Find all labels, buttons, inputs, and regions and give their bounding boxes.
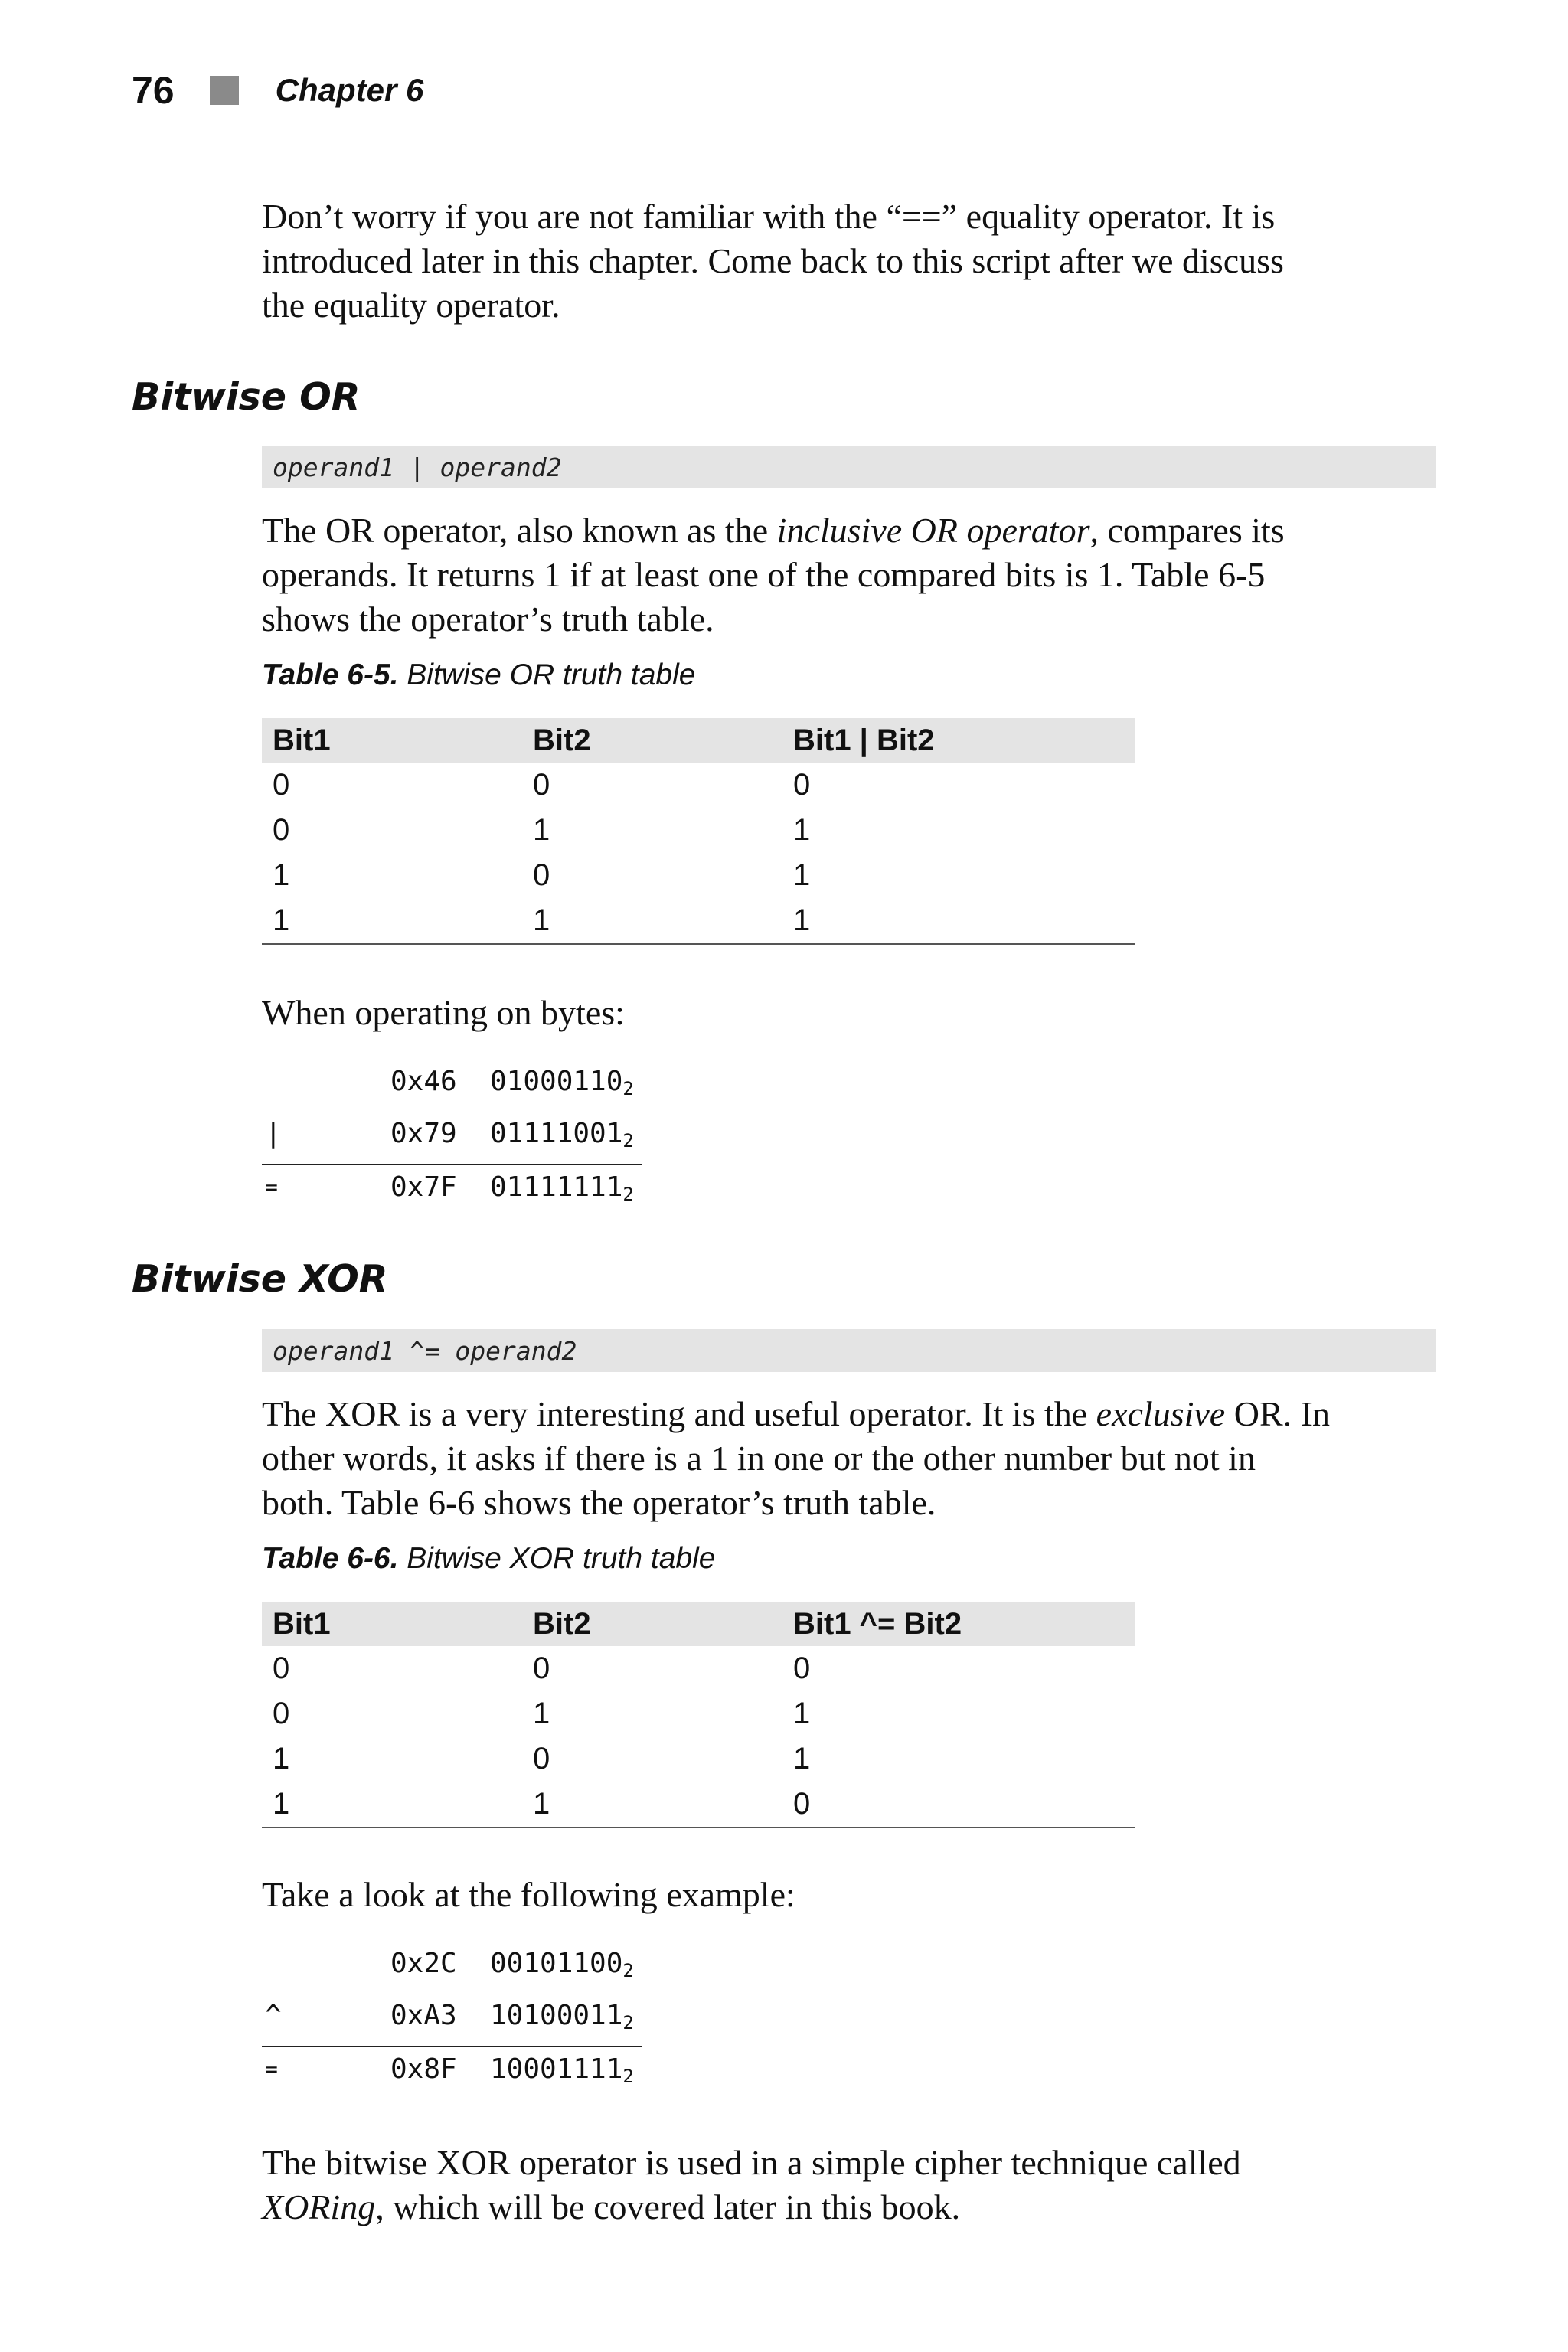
closing-line-1: The bitwise XOR operator is used in a simple cipher technique called — [262, 2143, 1241, 2182]
intro-line-2: introduced later in this chapter. Come back to this script after we discuss — [262, 241, 1284, 280]
table-header-row — [262, 1602, 1135, 1646]
calc-binary — [490, 1118, 634, 1152]
table-cell: 0 — [533, 1651, 550, 1685]
calc-hex: 0x2C — [390, 1948, 457, 1979]
intro-line-3: the equality operator. — [262, 286, 560, 325]
calc-binary — [490, 2000, 634, 2034]
table-cell: 1 — [522, 898, 782, 944]
closing-line-2: , which will be covered later in this book. — [375, 2187, 961, 2226]
intro-line-1: Don’t worry if you are not familiar with the “==” equality operator. It is — [262, 197, 1276, 236]
column-header: Bit2 — [522, 1602, 782, 1646]
table-header-row — [262, 718, 1135, 763]
calc-binary — [490, 1171, 634, 1205]
heading-bitwise-or: Bitwise OR — [132, 375, 361, 419]
xor-para-line-3: both. Table 6-6 shows the operator’s truth table. — [262, 1483, 936, 1522]
table-row — [262, 1646, 1135, 1691]
table-cell: 0 — [533, 768, 550, 802]
table-cell: 1 — [522, 1782, 782, 1828]
table-cell: 0 — [273, 813, 290, 847]
binary-base: 2 — [622, 2012, 634, 2034]
binary-digits: 01000110 — [490, 1066, 623, 1097]
table-cell: 1 — [273, 1742, 290, 1775]
calc-hex: 0x46 — [390, 1066, 457, 1097]
or-para-text-end: , compares its — [1089, 511, 1285, 550]
calc-binary — [490, 1948, 634, 1981]
table-cell: 1 — [533, 813, 550, 847]
calc-row — [262, 1994, 642, 2046]
binary-base: 2 — [622, 1184, 634, 1205]
calc-binary — [490, 1066, 634, 1099]
xor-para-text: The XOR is a very interesting and useful operator. It is the — [262, 1394, 1096, 1433]
calc-row — [262, 1112, 642, 1164]
table-cell: 1 — [793, 858, 811, 892]
xor-lead-text: Take a look at the following example: — [262, 1875, 795, 1914]
or-para-line-2: operands. It returns 1 if at least one of the compared bits is 1. Table 6-5 — [262, 555, 1266, 594]
table-cell: 1 — [262, 1782, 522, 1828]
calc-hex: 0x7F — [390, 1171, 457, 1203]
or-para-emphasis: inclusive OR operator — [776, 511, 1090, 550]
xor-calculation — [262, 1942, 642, 2099]
table-row — [262, 853, 1135, 898]
or-lead-text: When operating on bytes: — [262, 993, 625, 1032]
binary-base: 2 — [622, 1960, 634, 1981]
calc-row — [262, 1060, 642, 1112]
page-number: 76 — [132, 69, 175, 112]
column-header: Bit1 — [262, 1602, 522, 1646]
table-row — [262, 1691, 1135, 1736]
binary-digits: 10001111 — [490, 2053, 623, 2085]
xor-para-line-2: other words, it asks if there is a 1 in one or the other number but not in — [262, 1439, 1256, 1478]
xor-caption-label: Table 6-6. — [262, 1542, 399, 1575]
xor-para-text-end: OR. In — [1225, 1394, 1330, 1433]
column-header: Bit2 — [522, 718, 782, 763]
column-header: Bit1 ^= Bit2 — [782, 1602, 1135, 1646]
table-row — [262, 1782, 1135, 1828]
binary-base: 2 — [622, 2066, 634, 2087]
binary-digits: 01111111 — [490, 1171, 623, 1203]
or-calculation — [262, 1060, 642, 1217]
calc-result-row — [262, 1165, 642, 1217]
table-cell: 1 — [782, 898, 1135, 944]
table-cell: 1 — [533, 1697, 550, 1730]
running-header — [132, 67, 423, 113]
table-cell: 0 — [782, 1782, 1135, 1828]
calc-hex: 0x79 — [390, 1118, 457, 1149]
or-paragraph — [262, 508, 1441, 642]
table-cell: 0 — [793, 1651, 811, 1685]
binary-digits: 00101100 — [490, 1948, 623, 1979]
or-para-line-3: shows the operator’s truth table. — [262, 599, 714, 639]
or-truth-table — [262, 718, 1135, 945]
table-row — [262, 763, 1135, 808]
table-cell: 0 — [273, 768, 290, 802]
table-row — [262, 898, 1135, 944]
calc-result-row — [262, 2047, 642, 2099]
calc-hex: 0xA3 — [390, 2000, 457, 2031]
table-cell: 1 — [793, 813, 811, 847]
binary-base: 2 — [622, 1130, 634, 1152]
or-table-caption — [262, 658, 695, 692]
table-cell: 1 — [262, 898, 522, 944]
calc-operator: ^ — [265, 2000, 282, 2031]
table-cell: 0 — [273, 1651, 290, 1685]
calc-binary — [490, 2053, 634, 2087]
closing-paragraph — [262, 2141, 1441, 2230]
calc-row — [262, 1942, 642, 1994]
square-bullet-icon — [210, 76, 239, 105]
table-cell: 1 — [273, 858, 290, 892]
table-cell: 0 — [273, 1697, 290, 1730]
table-cell: 0 — [533, 858, 550, 892]
table-cell: 0 — [533, 1742, 550, 1775]
xor-para-emphasis: exclusive — [1096, 1394, 1226, 1433]
calc-equals: = — [265, 1174, 278, 1200]
or-caption-text: Bitwise OR truth table — [398, 658, 696, 691]
table-row — [262, 808, 1135, 853]
calc-equals: = — [265, 2056, 278, 2082]
intro-paragraph — [262, 194, 1441, 328]
or-syntax-bar: operand1 | operand2 — [262, 446, 1436, 488]
table-cell: 1 — [793, 1742, 811, 1775]
table-cell: 1 — [793, 1697, 811, 1730]
closing-emphasis: XORing — [262, 2187, 376, 2226]
xor-syntax-bar: operand1 ^= operand2 — [262, 1329, 1436, 1372]
chapter-title: Chapter 6 — [275, 72, 424, 108]
xor-table-caption — [262, 1542, 715, 1576]
binary-digits: 01111001 — [490, 1118, 623, 1149]
or-para-text: The OR operator, also known as the — [262, 511, 777, 550]
column-header: Bit1 — [262, 718, 522, 763]
xor-paragraph — [262, 1392, 1441, 1525]
calc-operator: | — [265, 1118, 282, 1149]
column-header: Bit1 | Bit2 — [782, 718, 1135, 763]
table-cell: 0 — [793, 768, 811, 802]
table-row — [262, 1736, 1135, 1782]
binary-base: 2 — [622, 1078, 634, 1099]
calc-hex: 0x8F — [390, 2053, 457, 2085]
binary-digits: 10100011 — [490, 2000, 623, 2031]
xor-caption-text: Bitwise XOR truth table — [398, 1542, 716, 1575]
or-caption-label: Table 6-5. — [262, 658, 399, 691]
heading-bitwise-xor: Bitwise XOR — [132, 1257, 388, 1301]
xor-truth-table — [262, 1602, 1135, 1828]
